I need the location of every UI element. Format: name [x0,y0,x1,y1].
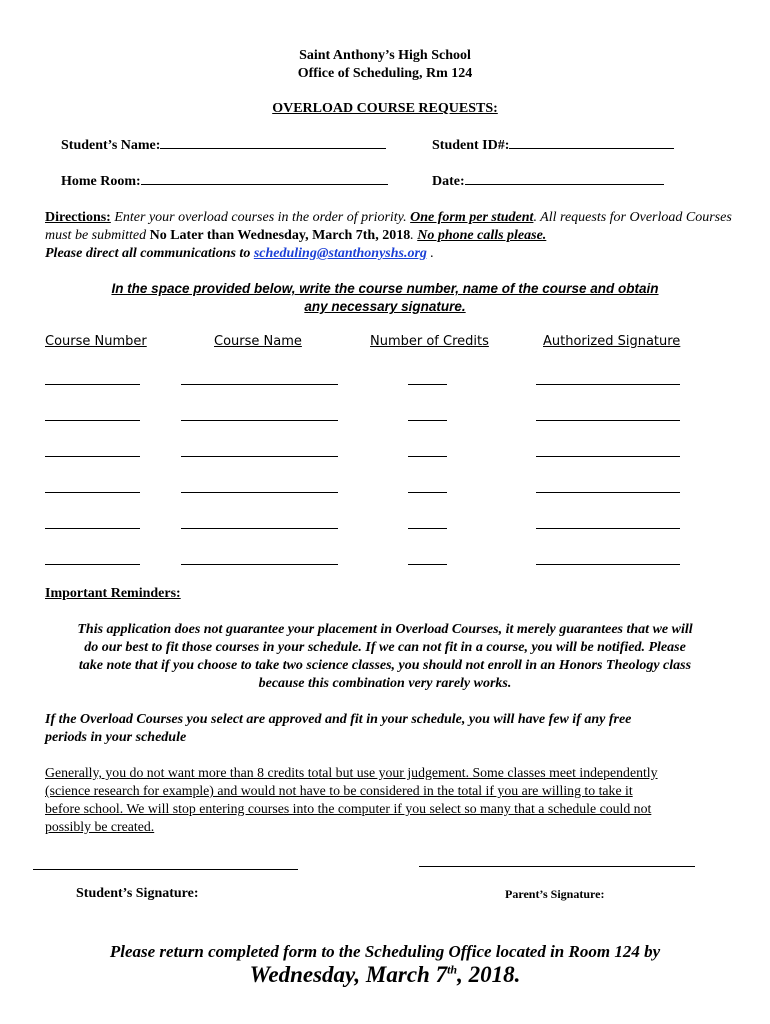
parent-signature-label: Parent’s Signature: [505,887,605,901]
return-deadline: Wednesday, March 7th, 2018. [249,962,521,987]
signature-blank[interactable] [536,456,680,457]
date-field[interactable] [432,174,664,190]
directions-label: Directions: [45,210,111,225]
credits-blank[interactable] [408,492,447,493]
signature-blank[interactable] [536,564,680,565]
credits-blank[interactable] [408,384,447,385]
course-name-blank[interactable] [181,456,338,457]
student-signature-line[interactable] [33,869,298,870]
course-name-blank[interactable] [181,564,338,565]
col-credits: Number of Credits [370,334,489,349]
course-name-blank[interactable] [181,420,338,421]
course-number-blank[interactable] [45,492,140,493]
instruction-line2: any necessary signature. [304,299,466,314]
return-instruction: Please return completed form to the Scheduling Office located in Room 124 by [109,942,661,961]
col-course-name: Course Name [214,334,302,349]
course-name-blank[interactable] [181,384,338,385]
student-signature-label: Student’s Signature: [76,886,199,901]
school-name: Saint Anthony’s High School [299,48,471,63]
one-form-note: One form per student [410,210,534,225]
signature-blank[interactable] [536,492,680,493]
credits-blank[interactable] [408,456,447,457]
instruction-line1: In the space provided below, write the course number, name of the course and obtain [111,281,659,296]
student-id-label: Student ID#: [432,138,510,153]
course-name-blank[interactable] [181,492,338,493]
signature-blank[interactable] [536,384,680,385]
reminder-para3: Generally, you do not want more than 8 credits total but use your judgement. Some classes meet independently (science research for example) and would not have to be considered in the total if you are willing to take it before school. We will stop entering courses into the computer if you select so many that a schedule could not possibly be created. [45,765,658,834]
reminders-heading: Important Reminders: [45,586,181,601]
course-number-blank[interactable] [45,528,140,529]
student-id-field[interactable] [432,138,674,154]
home-room-field[interactable] [61,174,388,190]
home-room-blank[interactable] [141,184,388,185]
course-name-blank[interactable] [181,528,338,529]
deadline-note: No Later than Wednesday, March 7th, 2018 [149,228,411,243]
home-room-label: Home Room: [61,174,141,189]
email-link[interactable]: scheduling@stanthonyshs.org [253,246,427,261]
signature-blank[interactable] [536,420,680,421]
course-number-blank[interactable] [45,564,140,565]
reminder-para2: If the Overload Courses you select are approved and fit in your schedule, you will have few if any free periods in your schedule [45,712,632,745]
student-name-field[interactable] [61,138,386,154]
student-name-blank[interactable] [160,148,386,149]
col-course-number: Course Number [45,334,147,349]
credits-blank[interactable] [408,528,447,529]
course-number-blank[interactable] [45,420,140,421]
date-label: Date: [432,174,465,189]
col-signature: Authorized Signature [543,334,681,349]
form-title: OVERLOAD COURSE REQUESTS: [272,101,498,116]
parent-signature-line[interactable] [419,866,695,867]
credits-blank[interactable] [408,564,447,565]
date-blank[interactable] [465,184,664,185]
course-number-blank[interactable] [45,384,140,385]
office-name: Office of Scheduling, Rm 124 [297,66,473,81]
no-phone-note: No phone calls please. [417,228,547,243]
credits-blank[interactable] [408,420,447,421]
student-id-blank[interactable] [509,148,674,149]
student-name-label: Student’s Name: [61,138,161,153]
signature-blank[interactable] [536,528,680,529]
reminder-para1: This application does not guarantee your placement in Overload Courses, it merely guarantees that we will do our best to fit those courses in your schedule. If we can not fit in a course, you will be notified. Please take note that if you choose to take two science classes, you should not enroll in an Honors Theology class because this combination very rarely works. [77,622,693,691]
course-number-blank[interactable] [45,456,140,457]
directions: Directions: Enter your overload courses in the order of priority. One form per student. All requests for Overload Courses must be submitted No Later than Wednesday, March 7th, 2018. No phone calls please. Please direct all communications to scheduling@stanthonyshs.org . [45,210,732,261]
